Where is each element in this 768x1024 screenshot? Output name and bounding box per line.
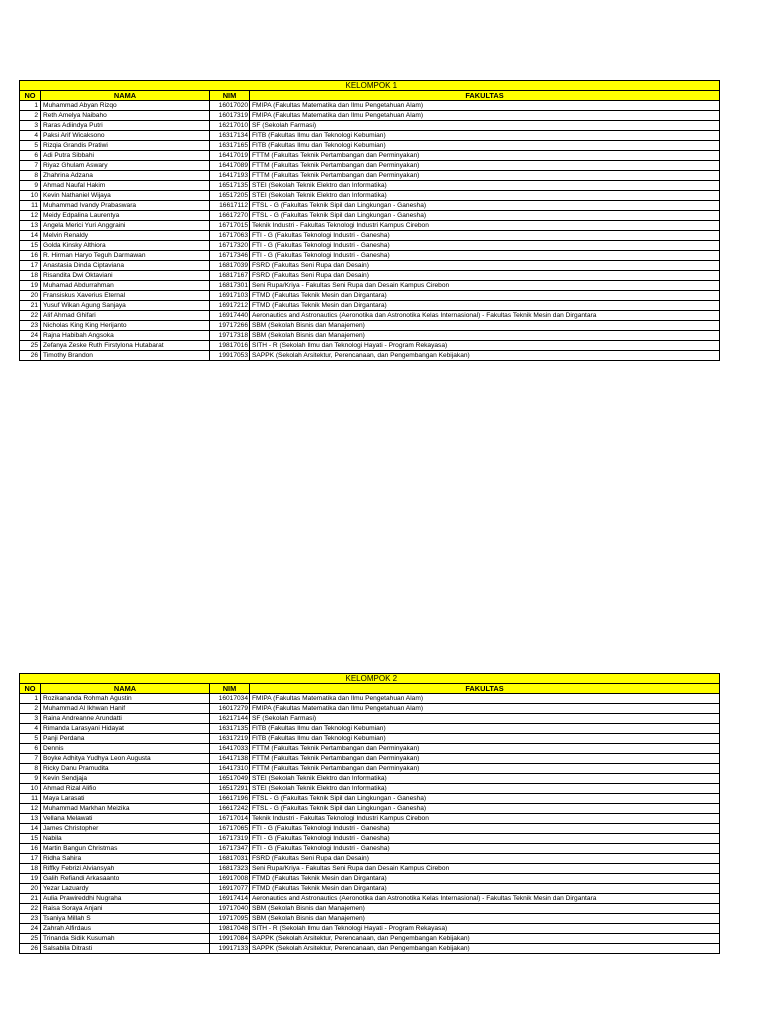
row-nim: 16917414 [210,894,250,904]
table-row [20,704,720,714]
table-row [20,171,720,181]
row-number: 5 [20,141,41,151]
table-row [20,271,720,281]
row-nim: 16717319 [210,834,250,844]
row-fakultas: FTI - G (Fakultas Teknologi Industri - Ganesha) [250,844,720,854]
row-number: 19 [20,874,41,884]
row-fakultas: SBM (Sekolah Bisnis dan Manajemen) [250,331,720,341]
row-name: Muhamad Abdurrahman [41,281,210,291]
table-row [20,724,720,734]
row-nim: 19917053 [210,351,250,361]
row-name: Alif Ahmad Ghifari [41,311,210,321]
row-name: Nabila [41,834,210,844]
table-header-row [20,91,720,101]
table-row [20,914,720,924]
row-nim: 16817039 [210,261,250,271]
row-number: 23 [20,321,41,331]
row-name: Riyaz Ghulam Aswary [41,161,210,171]
row-nim: 16717320 [210,241,250,251]
row-fakultas: FMIPA (Fakultas Matematika dan Ilmu Pengetahuan Alam) [250,704,720,714]
row-fakultas: SAPPK (Sekolah Arsitektur, Perencanaan, dan Pengembangan Kebijakan) [250,944,720,954]
row-nim: 16317165 [210,141,250,151]
row-number: 3 [20,121,41,131]
row-fakultas: Teknik Industri - Fakultas Teknologi Industri Kampus Cirebon [250,221,720,231]
row-name: Rozikananda Rohmah Agustin [41,694,210,704]
row-fakultas: STEI (Sekolah Teknik Elektro dan Informatika) [250,181,720,191]
row-number: 14 [20,824,41,834]
row-number: 16 [20,844,41,854]
row-name: Kevin Sendjaja [41,774,210,784]
row-fakultas: FMIPA (Fakultas Matematika dan Ilmu Pengetahuan Alam) [250,694,720,704]
row-nim: 16417019 [210,151,250,161]
table-row [20,754,720,764]
row-number: 25 [20,934,41,944]
row-number: 9 [20,181,41,191]
row-name: Vellana Melawati [41,814,210,824]
title-spacer [20,674,250,684]
row-nim: 19917084 [210,934,250,944]
row-fakultas: FTMD (Fakultas Teknik Mesin dan Dirgantara) [250,884,720,894]
row-nim: 16917103 [210,291,250,301]
table-row [20,211,720,221]
table-row [20,804,720,814]
table-row [20,191,720,201]
row-nim: 16317219 [210,734,250,744]
row-number: 4 [20,131,41,141]
row-nim: 19717040 [210,904,250,914]
row-number: 8 [20,171,41,181]
row-fakultas: SAPPK (Sekolah Arsitektur, Perencanaan, dan Pengembangan Kebijakan) [250,934,720,944]
row-fakultas: FITB (Fakultas Ilmu dan Teknologi Kebumian) [250,734,720,744]
row-fakultas: FTTM (Fakultas Teknik Pertambangan dan Perminyakan) [250,161,720,171]
row-nim: 16517049 [210,774,250,784]
row-nim: 16917077 [210,884,250,894]
row-number: 20 [20,291,41,301]
row-nim: 16717347 [210,844,250,854]
row-fakultas: SF (Sekolah Farmasi) [250,714,720,724]
row-name: Muhammad Ivandy Prabaswara [41,201,210,211]
row-name: Meidy Edpalina Laurentya [41,211,210,221]
row-number: 15 [20,834,41,844]
row-fakultas: FTMD (Fakultas Teknik Mesin dan Dirgantara) [250,291,720,301]
row-fakultas: FTI - G (Fakultas Teknologi Industri - Ganesha) [250,251,720,261]
row-fakultas: SBM (Sekolah Bisnis dan Manajemen) [250,904,720,914]
row-fakultas: FTTM (Fakultas Teknik Pertambangan dan Perminyakan) [250,171,720,181]
row-number: 13 [20,814,41,824]
group-title-text: KELOMPOK 1 [345,81,398,90]
kelompok-1-table [19,80,720,361]
row-number: 22 [20,904,41,914]
table-row [20,101,720,111]
table-row [20,351,720,361]
row-number: 15 [20,241,41,251]
row-nim: 16917212 [210,301,250,311]
row-fakultas: FTI - G (Fakultas Teknologi Industri - Ganesha) [250,834,720,844]
row-name: Muhammad Markhan Meizika [41,804,210,814]
row-name: Yusuf Wikan Agung Sanjaya [41,301,210,311]
table-row [20,904,720,914]
row-number: 9 [20,774,41,784]
row-fakultas: SF (Sekolah Farmasi) [250,121,720,131]
table-row [20,854,720,864]
row-fakultas: FTTM (Fakultas Teknik Pertambangan dan Perminyakan) [250,151,720,161]
table-row [20,714,720,724]
table-row [20,151,720,161]
row-fakultas: STEI (Sekolah Teknik Elektro dan Informatika) [250,774,720,784]
table-row [20,131,720,141]
row-fakultas: FTTM (Fakultas Teknik Pertambangan dan Perminyakan) [250,744,720,754]
row-name: Salsabila Ditrasti [41,944,210,954]
header-nama: NAMA [41,91,210,101]
row-name: Reth Amelya Naibaho [41,111,210,121]
row-name: Martin Bangun Christmas [41,844,210,854]
table-row [20,694,720,704]
table-row [20,181,720,191]
row-number: 21 [20,894,41,904]
row-number: 1 [20,101,41,111]
table-header-row [20,684,720,694]
row-number: 10 [20,191,41,201]
row-number: 11 [20,201,41,211]
row-fakultas: FTSL - G (Fakultas Teknik Sipil dan Lingkungan - Ganesha) [250,201,720,211]
table-row [20,924,720,934]
table-row [20,281,720,291]
row-number: 26 [20,944,41,954]
table-body [20,101,720,361]
table-row [20,894,720,904]
row-name: Galih Refiandi Arkasaanto [41,874,210,884]
row-nim: 19717266 [210,321,250,331]
row-name: James Christopher [41,824,210,834]
row-name: Tsaniya Millah S [41,914,210,924]
row-fakultas: Seni Rupa/Kriya - Fakultas Seni Rupa dan Desain Kampus Cirebon [250,281,720,291]
row-nim: 19917133 [210,944,250,954]
row-name: Ahmad Naufal Hakim [41,181,210,191]
table-row [20,331,720,341]
row-number: 20 [20,884,41,894]
row-name: Zahrah Alfirdaus [41,924,210,934]
row-name: Ridha Sahira [41,854,210,864]
row-nim: 19717318 [210,331,250,341]
row-number: 25 [20,341,41,351]
row-number: 17 [20,261,41,271]
row-nim: 16417033 [210,744,250,754]
row-name: Dennis [41,744,210,754]
row-nim: 19717095 [210,914,250,924]
row-number: 23 [20,914,41,924]
table-row [20,221,720,231]
table-row [20,291,720,301]
row-name: Aulia Prawireddhi Nugraha [41,894,210,904]
row-name: Yezar Lazuardy [41,884,210,894]
row-name: Risandita Dwi Oktaviani [41,271,210,281]
row-name: Muhammad Al Ikhwan Hanif [41,704,210,714]
header-nim: NIM [210,684,250,694]
row-fakultas: Aeronautics and Astronautics (Aeronotika dan Astronotika Kelas Internasional) - Fakultas Teknik Mesin dan Dirgantara [250,894,720,904]
row-fakultas: FSRD (Fakultas Seni Rupa dan Desain) [250,261,720,271]
table-row [20,884,720,894]
row-fakultas: FITB (Fakultas Ilmu dan Teknologi Kebumian) [250,141,720,151]
row-number: 14 [20,231,41,241]
row-number: 3 [20,714,41,724]
row-fakultas: FMIPA (Fakultas Matematika dan Ilmu Pengetahuan Alam) [250,101,720,111]
row-fakultas: FTI - G (Fakultas Teknologi Industri - Ganesha) [250,824,720,834]
row-name: Raisa Soraya Anjani [41,904,210,914]
row-nim: 16717063 [210,231,250,241]
table-row [20,774,720,784]
row-fakultas: FITB (Fakultas Ilmu dan Teknologi Kebumian) [250,131,720,141]
row-name: Ahmad Rizal Alifio [41,784,210,794]
row-fakultas: SITH - R (Sekolah Ilmu dan Teknologi Hayati - Program Rekayasa) [250,341,720,351]
table-row [20,231,720,241]
row-fakultas: FTMD (Fakultas Teknik Mesin dan Dirgantara) [250,874,720,884]
row-fakultas: SITH - R (Sekolah Ilmu dan Teknologi Hayati - Program Rekayasa) [250,924,720,934]
header-nim: NIM [210,91,250,101]
row-name: Rimanda Larasyani Hidayat [41,724,210,734]
row-nim: 16717065 [210,824,250,834]
row-fakultas: FMIPA (Fakultas Matematika dan Ilmu Pengetahuan Alam) [250,111,720,121]
row-fakultas: FTI - G (Fakultas Teknologi Industri - Ganesha) [250,241,720,251]
row-name: Raras Adiindya Putri [41,121,210,131]
row-nim: 16217144 [210,714,250,724]
table-row [20,311,720,321]
row-number: 2 [20,704,41,714]
table-title-row [20,674,720,684]
row-name: R. Hirman Haryo Teguh Darmawan [41,251,210,261]
row-nim: 16617242 [210,804,250,814]
row-nim: 16317134 [210,131,250,141]
row-nim: 19817048 [210,924,250,934]
header-nama: NAMA [41,684,210,694]
row-fakultas: SBM (Sekolah Bisnis dan Manajemen) [250,321,720,331]
row-nim: 16617112 [210,201,250,211]
row-number: 18 [20,271,41,281]
row-name: Paksi Arif Wicaksono [41,131,210,141]
row-number: 7 [20,161,41,171]
row-name: Raina Andreanne Arundatti [41,714,210,724]
row-nim: 16617196 [210,794,250,804]
table-row [20,301,720,311]
row-number: 6 [20,151,41,161]
table-row [20,241,720,251]
row-name: Muhammad Abyan Rizqo [41,101,210,111]
row-nim: 16417089 [210,161,250,171]
row-nim: 16917008 [210,874,250,884]
header-no: NO [20,684,41,694]
row-name: Riffky Febrizi Alviansyah [41,864,210,874]
row-nim: 16417193 [210,171,250,181]
row-number: 4 [20,724,41,734]
table-row [20,341,720,351]
row-number: 11 [20,794,41,804]
row-nim: 16817323 [210,864,250,874]
row-nim: 16017279 [210,704,250,714]
kelompok-2-table [19,673,720,954]
row-fakultas: Aeronautics and Astronautics (Aeronotika dan Astronotika Kelas Internasional) - Fakultas Teknik Mesin dan Dirgantara [250,311,720,321]
row-nim: 16917440 [210,311,250,321]
row-nim: 16517205 [210,191,250,201]
row-number: 18 [20,864,41,874]
row-nim: 16817167 [210,271,250,281]
header-fakultas: FAKULTAS [250,684,720,694]
table-row [20,261,720,271]
group-title [250,674,720,684]
row-nim: 16317135 [210,724,250,734]
row-number: 19 [20,281,41,291]
row-number: 13 [20,221,41,231]
title-spacer [20,81,250,91]
row-nim: 16717015 [210,221,250,231]
table-row [20,734,720,744]
row-name: Rizqia Grandis Pratiwi [41,141,210,151]
table-title-row [20,81,720,91]
row-name: Golda Kinsky Althiora [41,241,210,251]
row-number: 12 [20,804,41,814]
group-title [250,81,720,91]
row-name: Zefanya Zeske Ruth Firstylona Hutabarat [41,341,210,351]
row-number: 1 [20,694,41,704]
row-name: Timothy Brandon [41,351,210,361]
row-fakultas: FTTM (Fakultas Teknik Pertambangan dan Perminyakan) [250,764,720,774]
row-nim: 16017020 [210,101,250,111]
row-fakultas: FTSL - G (Fakultas Teknik Sipil dan Lingkungan - Ganesha) [250,211,720,221]
row-nim: 16017034 [210,694,250,704]
row-nim: 19817016 [210,341,250,351]
table-row [20,824,720,834]
row-number: 8 [20,764,41,774]
row-number: 6 [20,744,41,754]
table-row [20,934,720,944]
row-number: 26 [20,351,41,361]
row-nim: 16217010 [210,121,250,131]
row-nim: 16517291 [210,784,250,794]
row-name: Kevin Nathaniel Wijaya [41,191,210,201]
table-body [20,694,720,954]
row-number: 16 [20,251,41,261]
row-nim: 16417310 [210,764,250,774]
table-row [20,121,720,131]
row-nim: 16417138 [210,754,250,764]
table-row [20,201,720,211]
row-number: 2 [20,111,41,121]
row-fakultas: Teknik Industri - Fakultas Teknologi Industri Kampus Cirebon [250,814,720,824]
table-row [20,834,720,844]
row-fakultas: STEI (Sekolah Teknik Elektro dan Informatika) [250,784,720,794]
group-table-kelompok-2 [19,673,719,954]
row-nim: 16817031 [210,854,250,864]
row-fakultas: FTI - G (Fakultas Teknologi Industri - Ganesha) [250,231,720,241]
row-name: Melvin Renaldy [41,231,210,241]
row-name: Adi Putra Sibbahi [41,151,210,161]
row-number: 22 [20,311,41,321]
row-fakultas: STEI (Sekolah Teknik Elektro dan Informatika) [250,191,720,201]
row-number: 7 [20,754,41,764]
row-nim: 16617270 [210,211,250,221]
row-nim: 16717014 [210,814,250,824]
row-number: 24 [20,331,41,341]
row-nim: 16517135 [210,181,250,191]
table-row [20,794,720,804]
row-number: 12 [20,211,41,221]
row-number: 5 [20,734,41,744]
row-name: Maya Larasati [41,794,210,804]
row-fakultas: FTSL - G (Fakultas Teknik Sipil dan Lingkungan - Ganesha) [250,804,720,814]
row-name: Panji Perdana [41,734,210,744]
group-title-text: KELOMPOK 2 [345,674,398,683]
row-fakultas: SAPPK (Sekolah Arsitektur, Perencanaan, dan Pengembangan Kebijakan) [250,351,720,361]
row-fakultas: FTSL - G (Fakultas Teknik Sipil dan Lingkungan - Ganesha) [250,794,720,804]
row-name: Fransiskus Xaverius Eternal [41,291,210,301]
row-fakultas: SBM (Sekolah Bisnis dan Manajemen) [250,914,720,924]
header-no: NO [20,91,41,101]
group-table-kelompok-1 [19,80,719,361]
table-row [20,251,720,261]
row-number: 17 [20,854,41,864]
table-row [20,744,720,754]
row-name: Nicholas King King Herijanto [41,321,210,331]
row-name: Boyke Adhitya Yudhya Leon Augusta [41,754,210,764]
table-row [20,111,720,121]
row-number: 10 [20,784,41,794]
table-row [20,764,720,774]
table-row [20,141,720,151]
table-row [20,944,720,954]
header-fakultas: FAKULTAS [250,91,720,101]
row-fakultas: FITB (Fakultas Ilmu dan Teknologi Kebumian) [250,724,720,734]
row-nim: 16817301 [210,281,250,291]
row-name: Rajna Habibah Angsoka [41,331,210,341]
table-row [20,784,720,794]
table-row [20,864,720,874]
row-name: Trinanda Sidik Kusumah [41,934,210,944]
row-number: 24 [20,924,41,934]
row-fakultas: FSRD (Fakultas Seni Rupa dan Desain) [250,854,720,864]
row-nim: 16717346 [210,251,250,261]
row-fakultas: FTMD (Fakultas Teknik Mesin dan Dirgantara) [250,301,720,311]
row-name: Zhahrina Adzana [41,171,210,181]
row-fakultas: FSRD (Fakultas Seni Rupa dan Desain) [250,271,720,281]
table-row [20,814,720,824]
table-row [20,321,720,331]
row-nim: 16017319 [210,111,250,121]
row-name: Angela Merici Yuri Anggraini [41,221,210,231]
row-name: Ricky Danu Pramudita [41,764,210,774]
table-row [20,161,720,171]
table-row [20,844,720,854]
row-fakultas: Seni Rupa/Kriya - Fakultas Seni Rupa dan Desain Kampus Cirebon [250,864,720,874]
row-number: 21 [20,301,41,311]
row-fakultas: FTTM (Fakultas Teknik Pertambangan dan Perminyakan) [250,754,720,764]
table-row [20,874,720,884]
row-name: Anastasia Dinda Ciptaviana [41,261,210,271]
